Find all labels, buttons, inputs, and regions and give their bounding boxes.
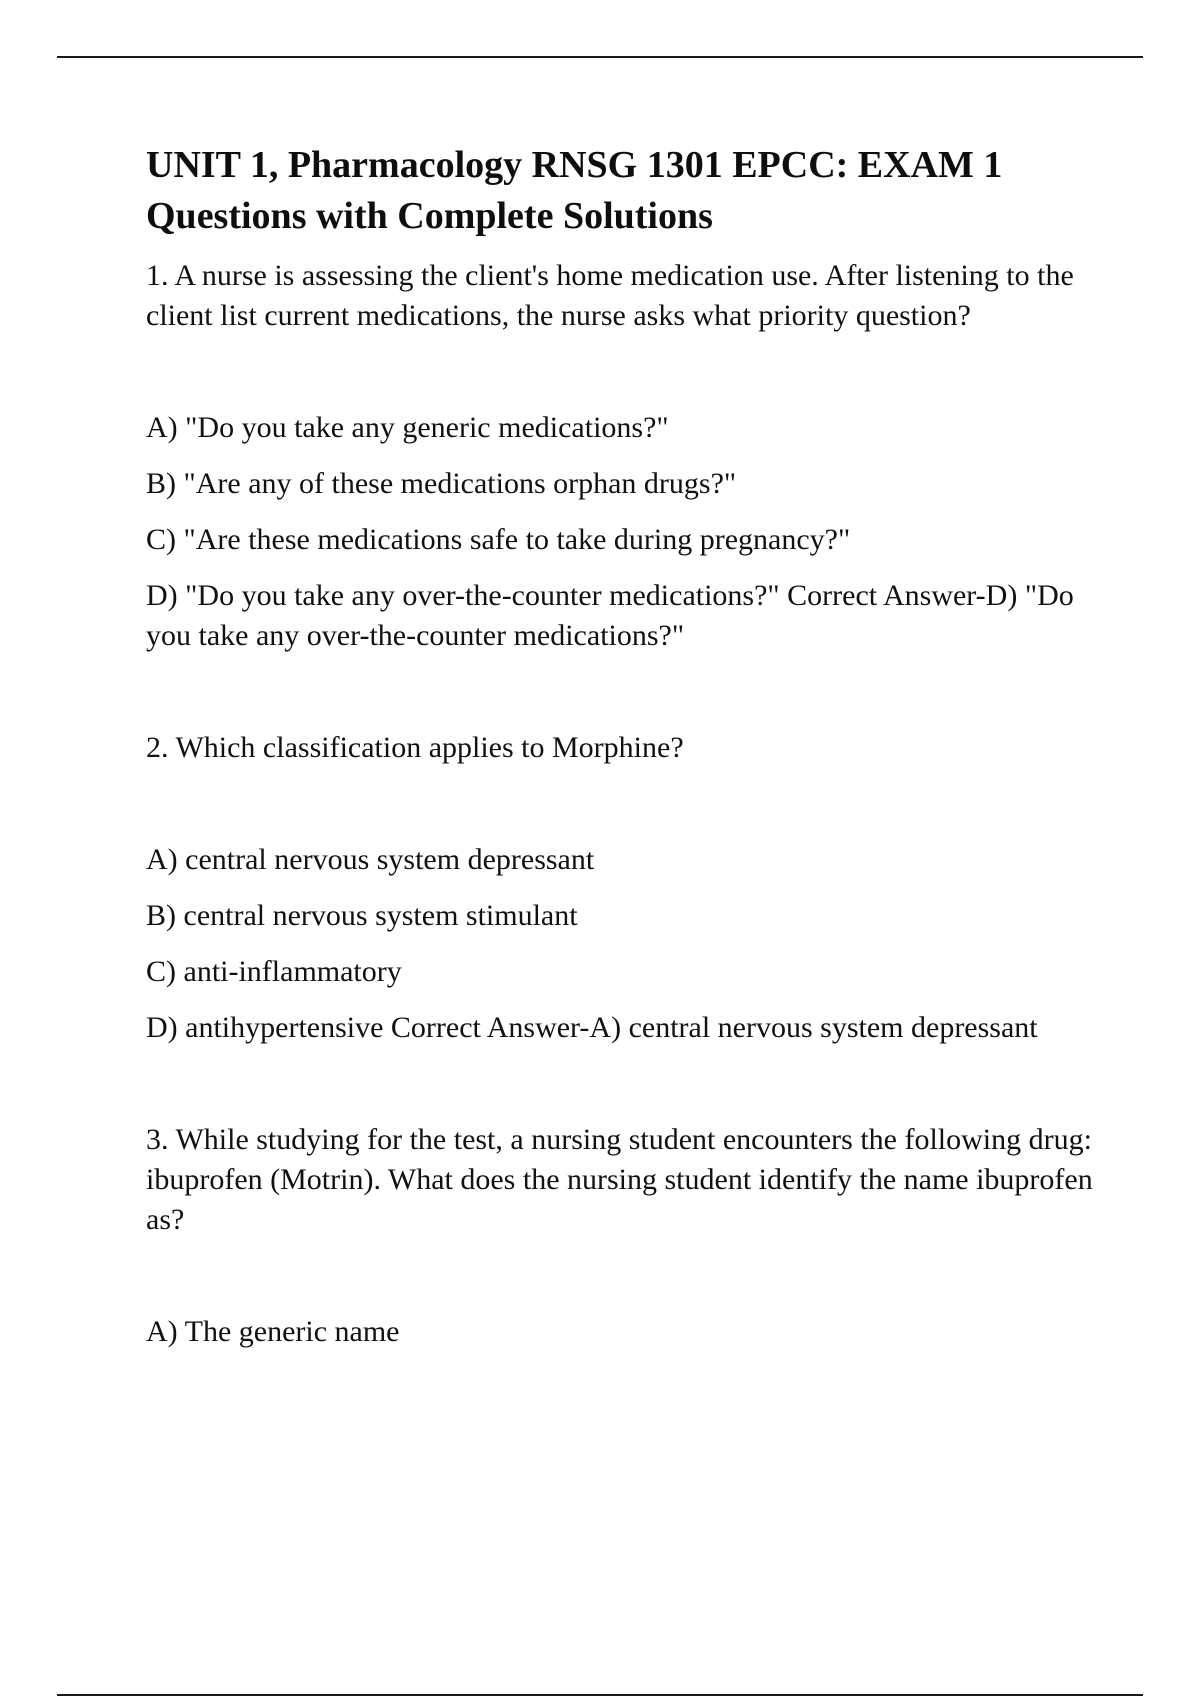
option-d: D) "Do you take any over-the-counter medications?" bbox=[146, 579, 780, 612]
question-2 bbox=[146, 728, 1096, 1048]
option-b: B) "Are any of these medications orphan drugs?" bbox=[146, 467, 737, 500]
option-c: C) "Are these medications safe to take during pregnancy?" bbox=[146, 523, 851, 556]
question-3 bbox=[146, 1120, 1096, 1352]
question-text: 2. Which classification applies to Morphine? bbox=[146, 731, 684, 764]
top-divider bbox=[57, 56, 1143, 58]
question-1 bbox=[146, 256, 1096, 656]
option-d-with-answer bbox=[146, 1008, 1096, 1048]
option-a: A) central nervous system depressant bbox=[146, 843, 595, 876]
answer-options bbox=[146, 408, 1096, 656]
option-d-with-answer bbox=[146, 576, 1096, 656]
bottom-divider bbox=[57, 1694, 1143, 1696]
correct-answer: Correct Answer-A) central nervous system depressant bbox=[390, 1011, 1038, 1044]
option-a: A) "Do you take any generic medications?" bbox=[146, 411, 669, 444]
option-d: D) antihypertensive bbox=[146, 1011, 384, 1044]
option-c: C) anti-inflammatory bbox=[146, 955, 402, 988]
document-title: UNIT 1, Pharmacology RNSG 1301 EPCC: EXAM 1 Questions with Complete Solutions bbox=[146, 144, 1003, 237]
document-body bbox=[146, 140, 1096, 1352]
answer-options bbox=[146, 840, 1096, 1048]
answer-options bbox=[146, 1312, 1096, 1352]
question-text: 1. A nurse is assessing the client's home medication use. After listening to the client list current medications, the nurse asks what priority question? bbox=[146, 259, 1074, 332]
correct-answer: Correct Answer-D) "Do you take any over-the-counter medications?" bbox=[146, 579, 1074, 652]
option-a: A) The generic name bbox=[146, 1315, 400, 1348]
question-text: 3. While studying for the test, a nursing student encounters the following drug: ibuprofen (Motrin). What does the nursing student identify the name ibuprofen as? bbox=[146, 1123, 1093, 1236]
option-b: B) central nervous system stimulant bbox=[146, 899, 578, 932]
